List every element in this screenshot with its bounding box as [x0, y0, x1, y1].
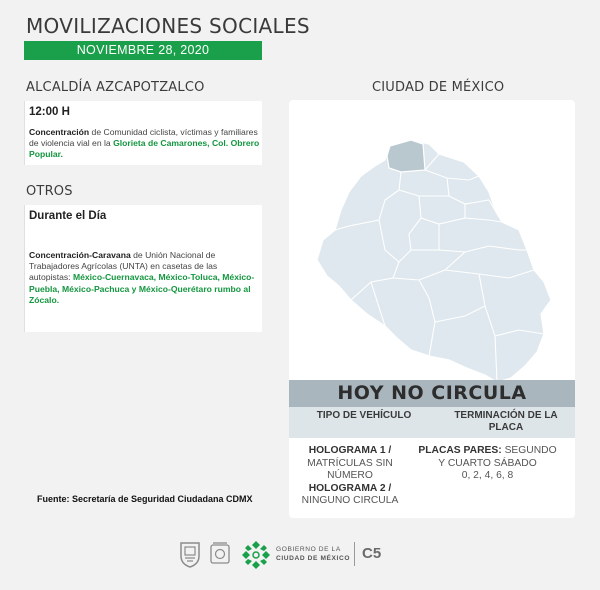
event-description [29, 250, 259, 306]
event-card-azcapotzalco [24, 101, 262, 165]
event-body: de Unión Nacional de Trabajadores Agrícolas (UNTA) en casetas de las autopistas: [29, 250, 218, 283]
city-outline [317, 140, 551, 382]
placas-label: PLACAS PARES: [418, 445, 502, 456]
holo1-label: HOLOGRAMA 1 / [308, 445, 392, 456]
event-time: Durante el Día [29, 210, 107, 222]
event-card-otros [24, 205, 262, 332]
hoy-no-circula-header [289, 407, 575, 438]
placas-text: SEGUNDO Y CUARTO SÁBADO [438, 445, 557, 469]
map-title: CIUDAD DE MÉXICO [372, 80, 505, 95]
holo1-text: MATRÍCULAS SIN NÚMERO [307, 457, 393, 481]
event-body: de Comunidad ciclista, víctimas y familiares de violencia vial en la [29, 127, 258, 149]
plate-digits: 0, 2, 4, 6, 8 [461, 470, 514, 481]
footer-divider [354, 542, 355, 566]
section-label-azcapotzalco: ALCALDÍA AZCAPOTZALCO [26, 80, 205, 95]
source-note: Fuente: Secretaría de Seguridad Ciudadana CDMX [37, 494, 253, 504]
event-location: Glorieta de Camarones, Col. Obrero Popular. [29, 138, 260, 160]
hoy-no-circula-title: HOY NO CIRCULA [289, 380, 575, 407]
hologram-info [300, 445, 400, 508]
plate-info [415, 445, 560, 483]
cdmx-map [289, 100, 575, 390]
c5-logo: C5 [362, 545, 382, 562]
footer-logos [178, 538, 438, 574]
col-header-vehicle-type: TIPO DE VEHÍCULO [316, 410, 412, 421]
holo2-text: NINGUNO CIRCULA [301, 495, 399, 506]
event-location: México-Cuernavaca, México-Toluca, México-Puebla, México-Pachuca y México-Querétaro rumbo al Zócalo. [29, 272, 255, 305]
cdmx-logo-icon [240, 539, 272, 571]
event-time: 12:00 H [29, 106, 70, 118]
seal-icon [209, 541, 231, 567]
page-title: MOVILIZACIONES SOCIALES [26, 14, 310, 38]
date-bar: NOVIEMBRE 28, 2020 [24, 41, 262, 60]
event-lead: Concentración-Caravana [29, 250, 131, 260]
event-description [29, 127, 261, 161]
section-label-otros: OTROS [26, 184, 73, 199]
gov-line1: GOBIERNO DE LA [276, 546, 341, 553]
holo2-label: HOLOGRAMA 2 / [308, 482, 392, 494]
gov-wordmark [276, 546, 350, 563]
event-lead: Concentración [29, 127, 90, 137]
azcapotzalco-region [387, 140, 425, 172]
coat-of-arms-icon [178, 540, 202, 568]
gov-line2: CIUDAD DE MÉXICO [276, 554, 351, 562]
col-header-plate-ending: TERMINACIÓN DE LA PLACA [454, 410, 558, 433]
